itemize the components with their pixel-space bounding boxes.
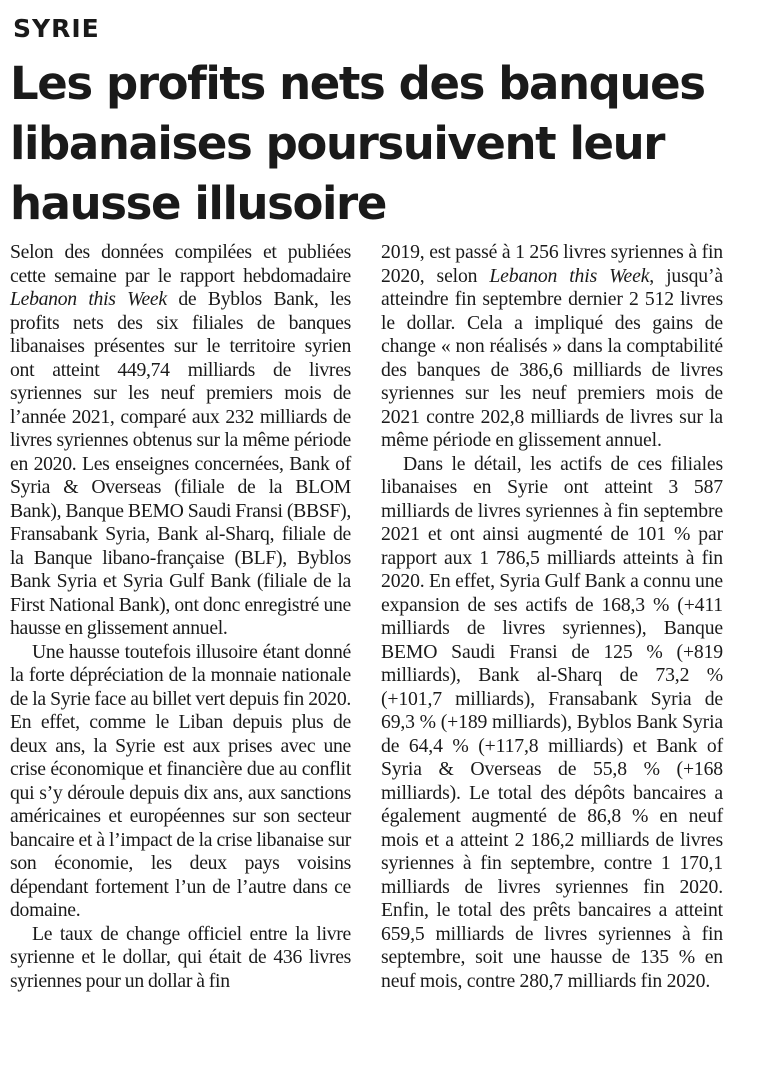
publication-name: Lebanon this Week (10, 288, 167, 310)
publication-name-2: Lebanon this Week (489, 264, 650, 287)
paragraph-4-text-a: 2019, est passé à 1 256 livres syriennes à fin 2020, selon (381, 241, 723, 287)
article-column-left (10, 241, 351, 993)
paragraph-1-text-b: de Byblos Bank, les profits nets des six filiales de banques libanaises présentes sur le territoire syrien ont atteint 449,74 milliards de livres syriennes sur les neuf premiers mois de l’année 2021, comparé aux 232 milliards de livres syriennes obtenus sur la même période en 2020. Les enseignes concernées, Bank of Syria & Overseas (filiale de la BLOM Bank), Banque BEMO Saudi Fransi (BBSF), Fransabank Syria, Bank al-Sharq, filiale de la Banque libano-française (BLF), Byblos Bank Syria et Syria Gulf Bank (filiale de la First National Bank), ont donc enregistré une hausse en glissement annuel. (10, 288, 351, 639)
paragraph-1-text-a: Selon des données compilées et publiées cette semaine par le rapport hebdomadaire (10, 241, 351, 287)
paragraph-1 (10, 241, 351, 641)
section-kicker: SYRIE (13, 14, 100, 43)
article-column-right (381, 241, 723, 993)
paragraph-3: Le taux de change officiel entre la livre syrienne et le dollar, qui était de 436 livres syriennes pour un dollar à fin (10, 922, 351, 992)
headline: Les profits nets des banques libanaises poursuivent leur hausse illusoire (10, 57, 705, 230)
paragraph-4-text-b: , jusqu’à atteindre fin septembre dernier 2 512 livres le dollar. Cela a impliqué des gains de change « non réalisés » dans la comptabilité des banques de 386,6 milliards de livres syriennes sur les neuf premiers mois de 2021 contre 202,8 milliards de livres sur la même période en glissement annuel. (381, 264, 723, 451)
paragraph-2: Une hausse toutefois illusoire étant donné la forte dépréciation de la monnaie nationale de la Syrie face au billet vert depuis fin 2020. En effet, comme le Liban depuis plus de deux ans, la Syrie est aux prises avec une crise économique et financière due au conflit qui s’y déroule depuis dix ans, aux sanctions américaines et européennes sur son secteur bancaire et à l’impact de la crise libanaise sur son économie, les deux pays voisins dépendant fortement l’un de l’autre dans ce domaine. (10, 640, 351, 921)
paragraph-5: Dans le détail, les actifs de ces filiales libanaises en Syrie ont atteint 3 587 milliards de livres syriennes à fin septembre 2021 et ont ainsi augmenté de 101 % par rapport aux 1 786,5 milliards atteints à fin 2020. En effet, Syria Gulf Bank a connu une expansion de ses actifs de 168,3 % (+411 milliards de livres syriennes), Banque BEMO Saudi Fransi de 125 % (+819 milliards), Bank al-Sharq de 73,2 % (+101,7 milliards), Fransabank Syria de 69,3 % (+189 milliards), Byblos Bank Syria de 64,4 % (+117,8 milliards) et Bank of Syria & Overseas de 55,8 % (+168 milliards). Le total des dépôts bancaires a également augmenté de 86,8 % en neuf mois et a atteint 2 186,2 milliards de livres syriennes à fin septembre, contre 1 170,1 milliards de livres syriennes fin 2020. Enfin, le total des prêts bancaires a atteint 659,5 milliards de livres syriennes à fin septembre, soit une hausse de 135 % en neuf mois, contre 280,7 milliards fin 2020. (381, 452, 723, 992)
paragraph-4 (381, 241, 723, 453)
